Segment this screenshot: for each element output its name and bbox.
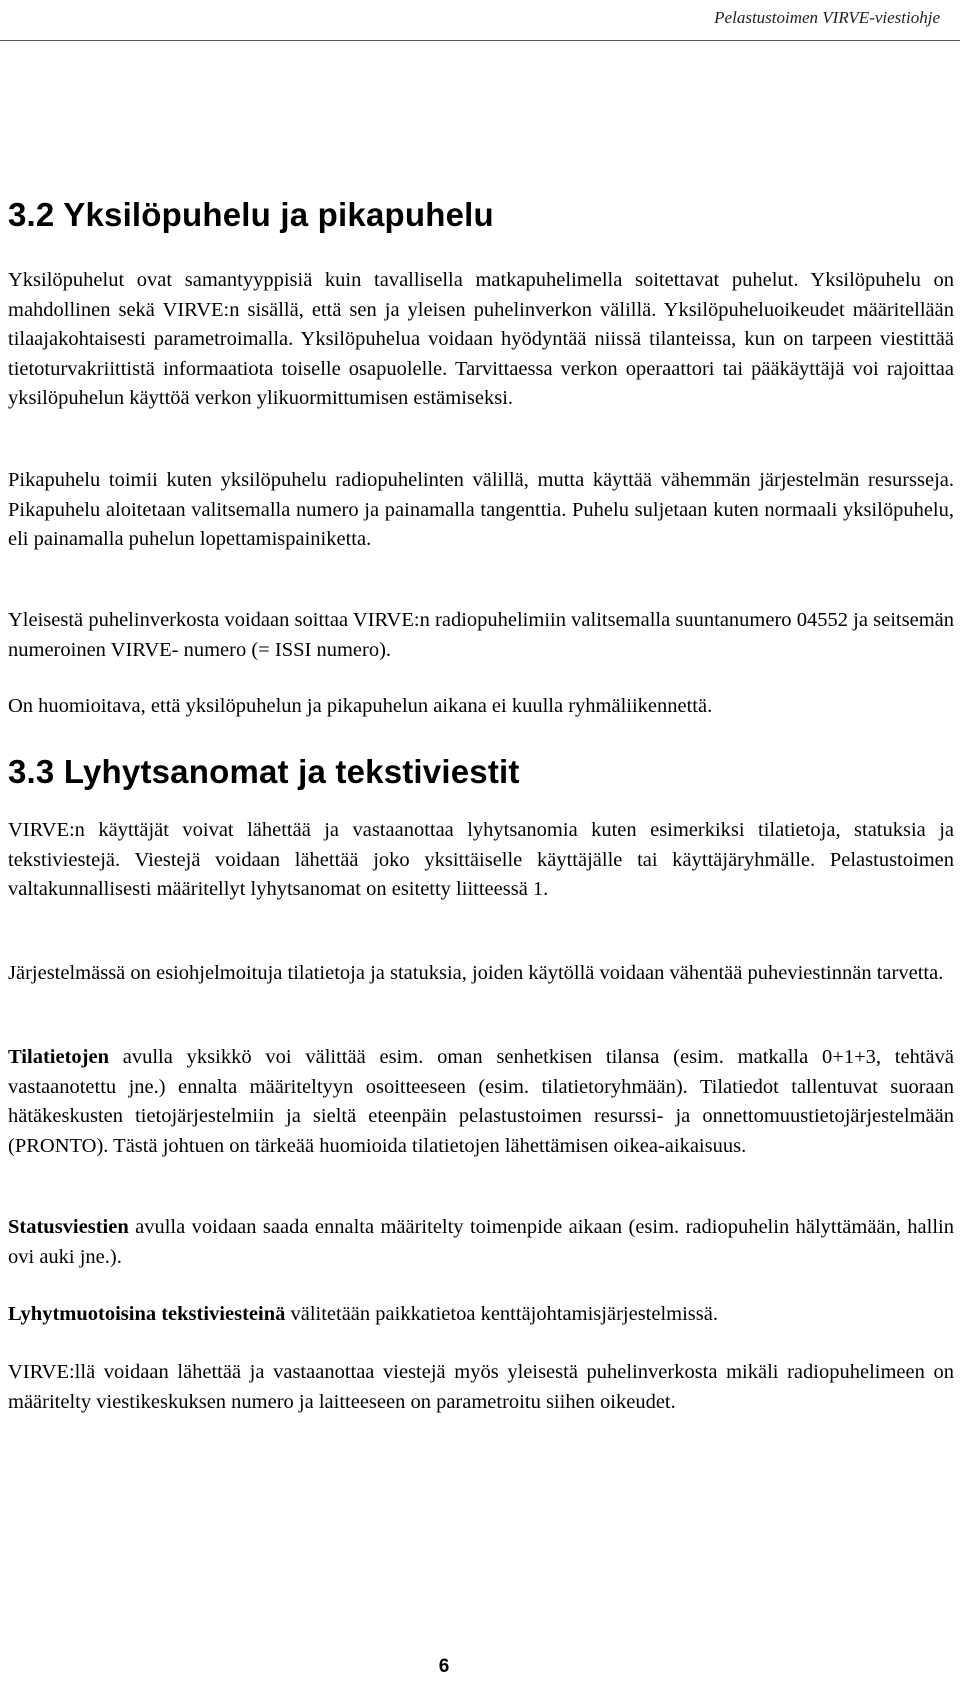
paragraph-yleinen-verkko: Yleisestä puhelinverkosta voidaan soittaa VIRVE:n radiopuhelimiin valitsemalla suuntanumero 04552 ja seitsemän numeroinen VIRVE- numero (= ISSI numero).: [8, 609, 954, 661]
paragraph-puhelinverkko: VIRVE:llä voidaan lähettää ja vastaanottaa viestejä myös yleisestä puhelinverkosta mikäli radiopuhelimeen on määritelty viestikeskuksen numero ja laitteeseen on parametroitu siihen oikeudet.: [8, 1361, 954, 1413]
paragraph-tilatiedot: Tilatietojen avulla yksikkö voi välittää esim. oman senhetkisen tilansa (esim. matkalla 0+1+3, tehtävä vastaanotettu jne.) ennalta määriteltyyn osoitteeseen (esim. tilatietoryhmään). Tilatiedot tallentuvat suoraan hätäkeskusten tietojärjestelmiin ja sieltä eteenpäin pelastustoimen resurssi- ja onnettomuustietojärjestelmään (PRONTO). Tästä johtuen on tärkeää huomioida tilatietojen lähettämisen oikea-aikaisuus.: [8, 1046, 954, 1157]
paragraph-yksilopuhelu: Yksilöpuhelut ovat samantyyppisiä kuin tavallisella matkapuhelimella soitettavat puhelut. Yksilöpuhelu on mahdollinen sekä VIRVE:n sisällä, että sen ja yleisen puhelinverkon välillä. Yksilöpuheluoikeudet määritellään tilaajakohtaisesti parametroimalla. Yksilöpuhelua voidaan hyödyntää niissä tilanteissa, kun on tarpeen viestittää tietoturvakriittistä informaatiota toiselle osapuolelle. Tarvittaessa verkon operaattori tai pääkäyttäjä voi rajoittaa yksilöpuhelun käyttöä verkon ylikuormittumisen estämiseksi.: [8, 269, 954, 409]
header-divider: [0, 40, 960, 41]
term-tilatietojen: Tilatietojen: [8, 1046, 109, 1068]
page-number: 6: [438, 1656, 450, 1677]
paragraph-huomio: On huomioitava, että yksilöpuhelun ja pikapuhelun aikana ei kuulla ryhmäliikennettä.: [8, 695, 713, 717]
term-statusviestien: Statusviestien: [8, 1216, 129, 1238]
paragraph-esiohjelmoidut: Järjestelmässä on esiohjelmoituja tilatietoja ja statuksia, joiden käytöllä voidaan vähentää puheviestinnän tarvetta.: [8, 962, 944, 984]
paragraph-statusviestit: Statusviestien avulla voidaan saada ennalta määritelty toimenpide aikaan (esim. radiopuhelin hälyttämään, hallin ovi auki jne.).: [8, 1216, 954, 1268]
paragraph-lyhytsanomat: VIRVE:n käyttäjät voivat lähettää ja vastaanottaa lyhytsanomia kuten esimerkiksi tilatietoja, statuksia ja tekstiviestejä. Viestejä voidaan lähettää joko yksittäiselle käyttäjälle tai käyttäjäryhmälle. Pelastustoimen valtakunnallisesti määritellyt lyhytsanomat on esitetty liitteessä 1.: [8, 819, 954, 900]
running-header: Pelastustoimen VIRVE-viestiohje: [714, 8, 940, 27]
paragraph-pikapuhelu: Pikapuhelu toimii kuten yksilöpuhelu radiopuhelinten välillä, mutta käyttää vähemmän järjestelmän resursseja. Pikapuhelu aloitetaan valitsemalla numero ja painamalla tangenttia. Puhelu suljetaan kuten normaali yksilöpuhelu, eli painamalla puhelun lopettamispainiketta.: [8, 469, 954, 550]
section-heading-3-3: 3.3 Lyhytsanomat ja tekstiviestit: [8, 753, 520, 790]
paragraph-tekstiviestit: Lyhytmuotoisina tekstiviesteinä välitetään paikkatietoa kenttäjohtamisjärjestelmissä.: [8, 1303, 718, 1325]
section-heading-3-2: 3.2 Yksilöpuhelu ja pikapuhelu: [8, 196, 494, 233]
term-lyhytmuotoisina: Lyhytmuotoisina tekstiviesteinä: [8, 1303, 286, 1325]
